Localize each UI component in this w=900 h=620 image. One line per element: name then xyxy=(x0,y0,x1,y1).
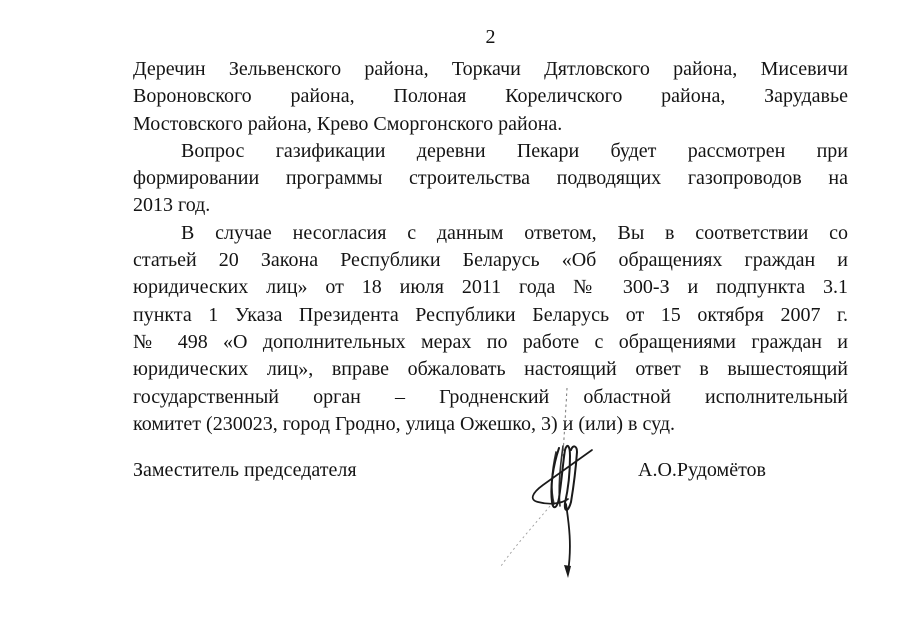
text-line: 2013 год. xyxy=(133,194,211,217)
text-line: юридических лиц» от 18 июля 2011 года № 300-З и подпункта 3.1 xyxy=(133,276,848,299)
text-line: комитет (230023, город Гродно, улица Ожешко, 3) и (или) в суд. xyxy=(133,412,676,435)
text-line: Вороновского района, Полоная Кореличского района, Зарудавье xyxy=(133,85,848,108)
text-line: Вопрос газификации деревни Пекари будет рассмотрен при xyxy=(181,139,848,162)
document-body xyxy=(133,56,848,438)
text-line: формировании программы строительства подводящих газопроводов на xyxy=(133,167,848,190)
text-line: № 498 «О дополнительных мерах по работе с обращениями граждан и xyxy=(133,330,848,353)
text-line: Мостовского района, Крево Сморгонского района. xyxy=(133,112,563,135)
page-number: 2 xyxy=(485,26,496,48)
signature-role: Заместитель председателя xyxy=(133,459,357,481)
text-line: В случае несогласия с данным ответом, Вы в соответствии со xyxy=(181,221,848,244)
text-line: Деречин Зельвенского района, Торкачи Дятловского района, Мисевичи xyxy=(133,58,848,80)
text-line: государственный орган – Гродненский областной исполнительный xyxy=(133,385,848,408)
text-line: пункта 1 Указа Президента Республики Беларусь от 15 октября 2007 г. xyxy=(133,303,848,326)
signature-block xyxy=(133,456,848,484)
text-line: статьей 20 Закона Республики Беларусь «Об обращениях граждан и xyxy=(133,249,848,272)
text-line: юридических лиц», вправе обжаловать настоящий ответ в вышестоящий xyxy=(133,358,848,381)
signature-name: А.О.Рудомётов xyxy=(638,459,766,481)
